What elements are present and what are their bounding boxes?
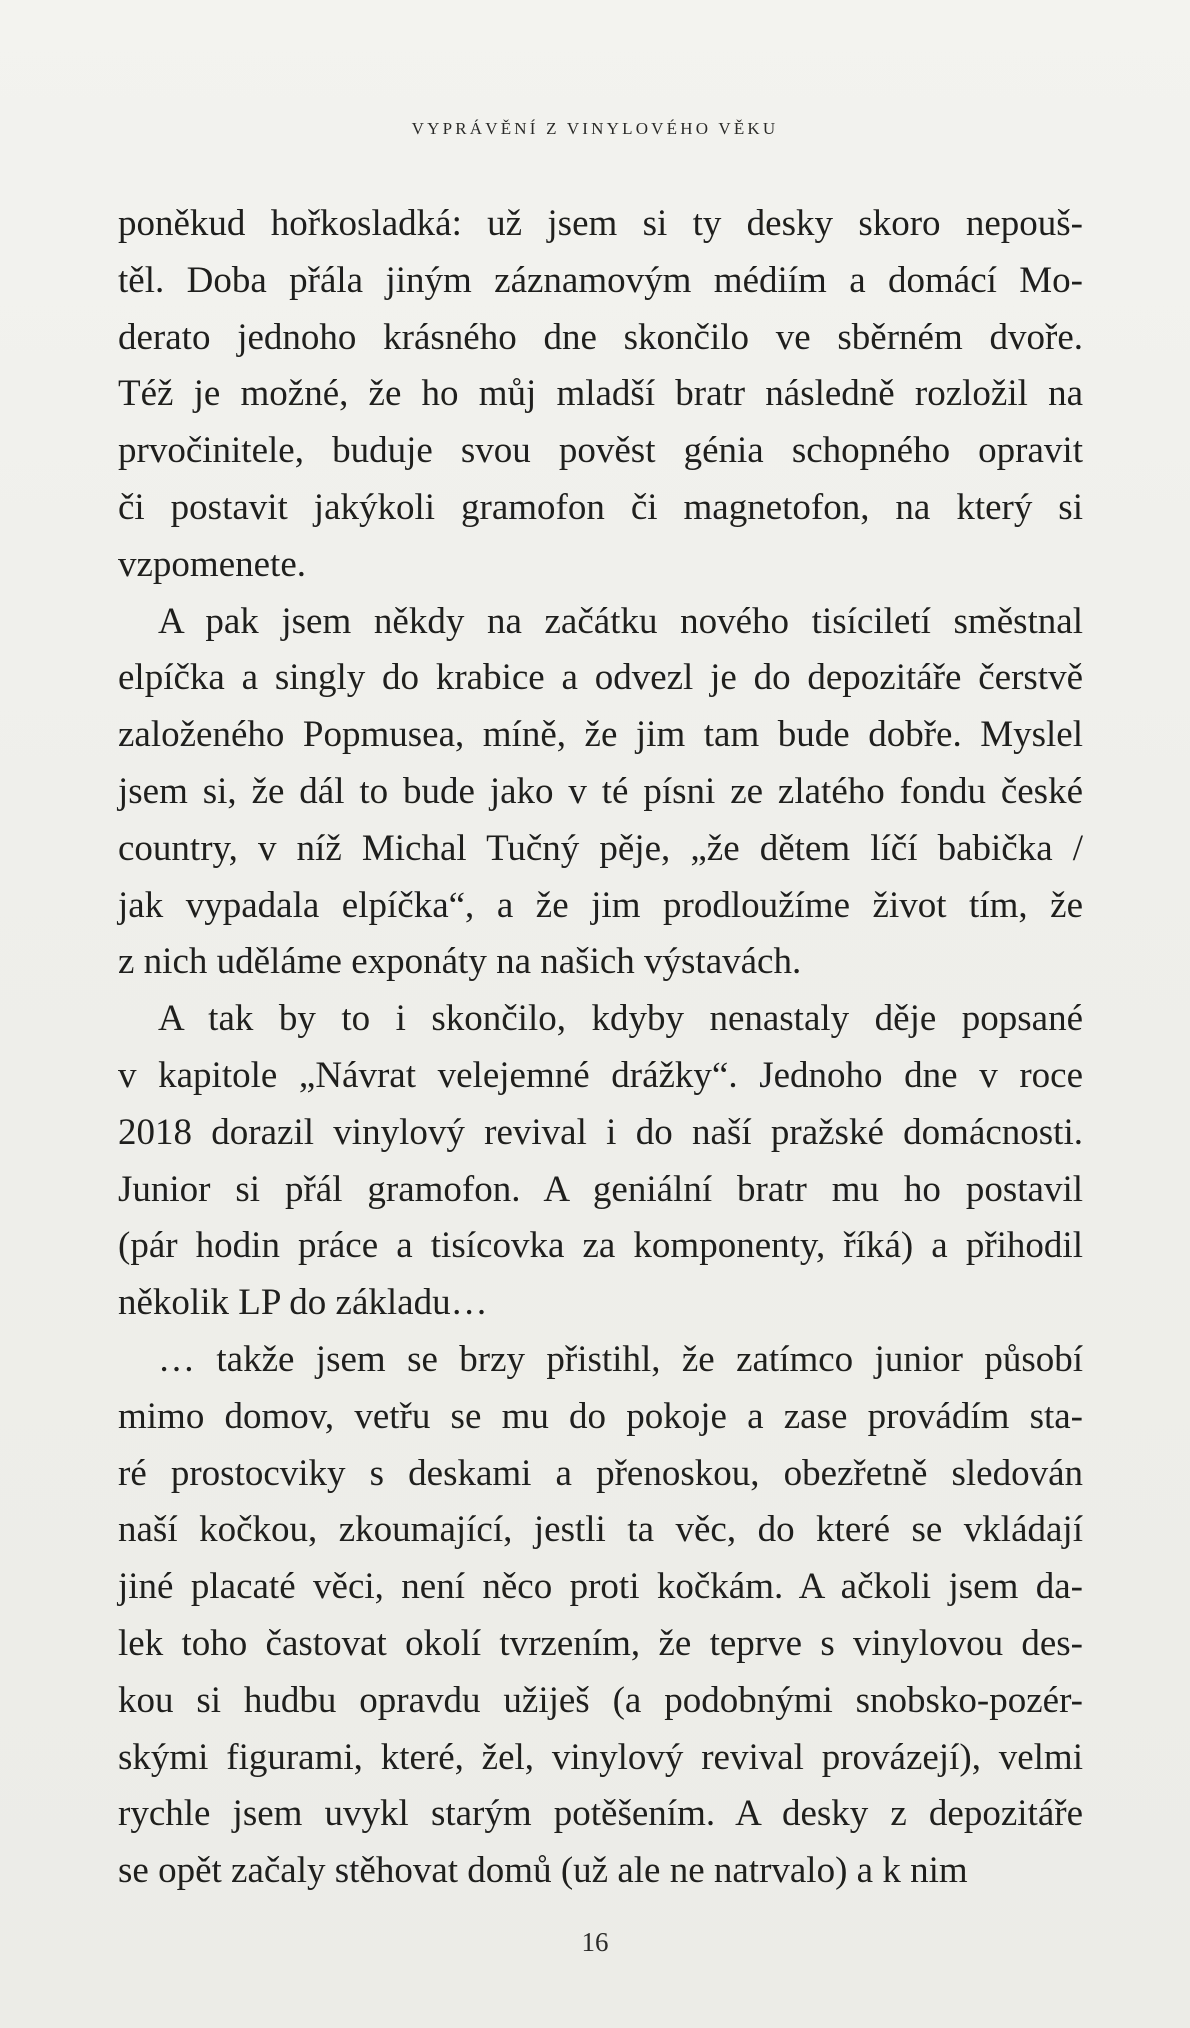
text-line: skými figurami, které, žel, vinylový revival provázejí), velmi <box>118 1736 1083 1778</box>
text-line: lek toho častovat okolí tvrzením, že teprve s vinylovou des- <box>118 1622 1083 1664</box>
running-header: VYPRÁVĚNÍ Z VINYLOVÉHO VĚKU <box>411 119 779 138</box>
text-line: z nich uděláme exponáty na našich výstavách. <box>118 941 802 983</box>
text-line: jiné placaté věci, není něco proti kočkám. A ačkoli jsem da- <box>118 1566 1083 1608</box>
text-line: několik LP do základu… <box>118 1282 488 1324</box>
text-line: kou si hudbu opravdu užiješ (a podobnými snobsko-pozér- <box>118 1679 1083 1721</box>
text-line: ré prostocviky s deskami a přenoskou, obezřetně sledován <box>118 1452 1083 1494</box>
text-line: jak vypadala elpíčka“, a že jim prodloužíme život tím, že <box>118 884 1083 926</box>
text-line: naší kočkou, zkoumající, jestli ta věc, do které se vkládají <box>118 1509 1083 1551</box>
text-line: (pár hodin práce a tisícovka za komponenty, říká) a přihodil <box>118 1225 1083 1267</box>
paragraph <box>118 991 1083 1332</box>
text-line: country, v níž Michal Tučný pěje, „že dětem líčí babička / <box>118 827 1083 869</box>
text-line: mimo domov, vetřu se mu do pokoje a zase provádím sta- <box>118 1395 1083 1437</box>
text-line: těl. Doba přála jiným záznamovým médiím a domácí Mo- <box>118 259 1083 301</box>
text-line: vzpomenete. <box>118 543 306 585</box>
text-line: A tak by to i skončilo, kdyby nenastaly děje popsané <box>158 998 1083 1040</box>
text-line: Junior si přál gramofon. A geniální bratr mu ho postavil <box>118 1168 1083 1210</box>
text-line: v kapitole „Návrat velejemné drážky“. Jednoho dne v roce <box>118 1054 1083 1096</box>
paragraph <box>118 594 1083 992</box>
text-line: založeného Popmusea, míně, že jim tam bude dobře. Myslel <box>118 714 1083 756</box>
text-line: A pak jsem někdy na začátku nového tisíciletí směstnal <box>158 600 1083 642</box>
body-text <box>118 196 1083 1900</box>
text-line: rychle jsem uvykl starým potěšením. A desky z depozitáře <box>118 1793 1083 1835</box>
text-line: elpíčka a singly do krabice a odvezl je do depozitáře čerstvě <box>118 657 1083 699</box>
paragraph <box>118 196 1083 594</box>
paragraph <box>118 1332 1083 1900</box>
text-line: či postavit jakýkoli gramofon či magnetofon, na který si <box>118 486 1083 528</box>
text-line: poněkud hořkosladká: už jsem si ty desky skoro nepouš- <box>118 203 1083 244</box>
text-line: Též je možné, že ho můj mladší bratr následně rozložil na <box>118 373 1083 415</box>
text-line: se opět začaly stěhovat domů (už ale ne natrvalo) a k nim <box>118 1850 968 1892</box>
page-number: 16 <box>581 1927 609 1957</box>
text-line: derato jednoho krásného dne skončilo ve sběrném dvoře. <box>118 316 1083 358</box>
text-line: … takže jsem se brzy přistihl, že zatímco junior působí <box>158 1338 1083 1380</box>
text-line: jsem si, že dál to bude jako v té písni ze zlatého fondu české <box>118 770 1083 812</box>
text-line: 2018 dorazil vinylový revival i do naší pražské domácnosti. <box>118 1111 1083 1153</box>
text-line: prvočinitele, buduje svou pověst génia schopného opravit <box>118 430 1083 472</box>
